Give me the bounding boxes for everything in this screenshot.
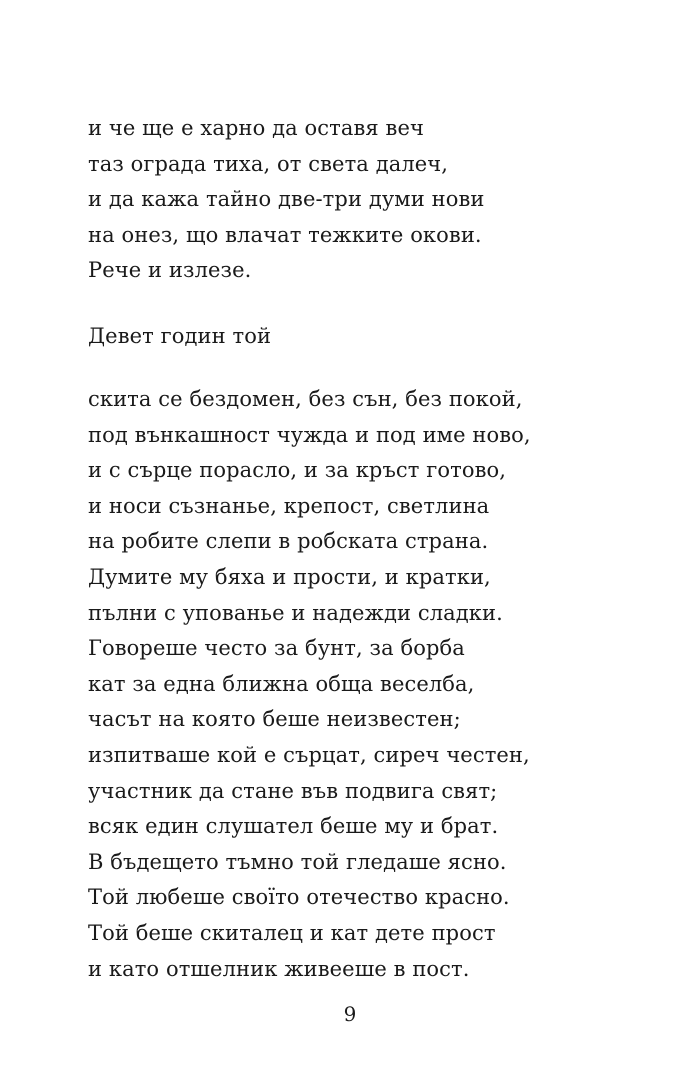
poem-stanza	[88, 111, 484, 289]
poem-line: Рече и излезе.	[88, 258, 252, 283]
poem-line: и като отшелник живееше в пост.	[88, 956, 470, 981]
poem-line: Девет годин той	[88, 324, 272, 348]
poem-line: скита се бездомен, без сън, без покой,	[88, 387, 523, 411]
poem-stanza	[88, 319, 271, 355]
poem-line: и носи съзнанье, крепост, светлина	[88, 493, 490, 518]
poem-line: кат за една ближна обща веселба,	[88, 671, 475, 696]
poem-line: всяк един слушател беше му и брат.	[88, 814, 499, 839]
poem-line: на онез, що влачат тежките окови.	[88, 222, 482, 247]
poem-line: на робите слепи в робската страна.	[88, 529, 489, 554]
poem-line: Той беше скиталец и кат дете прост	[88, 920, 496, 945]
poem-line: под вънкашност чужда и под име ново,	[88, 422, 531, 447]
poem-line: и че ще е харно да оставя веч	[88, 116, 424, 140]
poem-line: Говореше често за бунт, за борба	[88, 636, 465, 661]
poem-line: участник да стане във подвига свят;	[88, 778, 498, 803]
poem-line: часът на която беше неизвестен;	[88, 707, 461, 732]
poem-line: пълни с упованье и надежди сладки.	[88, 600, 503, 625]
poem-line: изпитваше кой е сърцат, сиреч честен,	[88, 742, 530, 767]
poem-line: и да кажа тайно две-три думи нови	[88, 187, 485, 212]
page-number: 9	[343, 1002, 357, 1026]
poem-line: таз ограда тиха, от света далеч,	[88, 151, 449, 176]
poem-stanza	[88, 382, 531, 987]
poem-line: Той любеше своїто отечество красно.	[88, 885, 510, 910]
poem-line: и с сърце порасло, и за кръст готово,	[88, 458, 507, 483]
poem-line: В бъдещето тъмно той гледаше ясно.	[88, 849, 507, 874]
poem-line: Думите му бяха и прости, и кратки,	[88, 564, 491, 589]
